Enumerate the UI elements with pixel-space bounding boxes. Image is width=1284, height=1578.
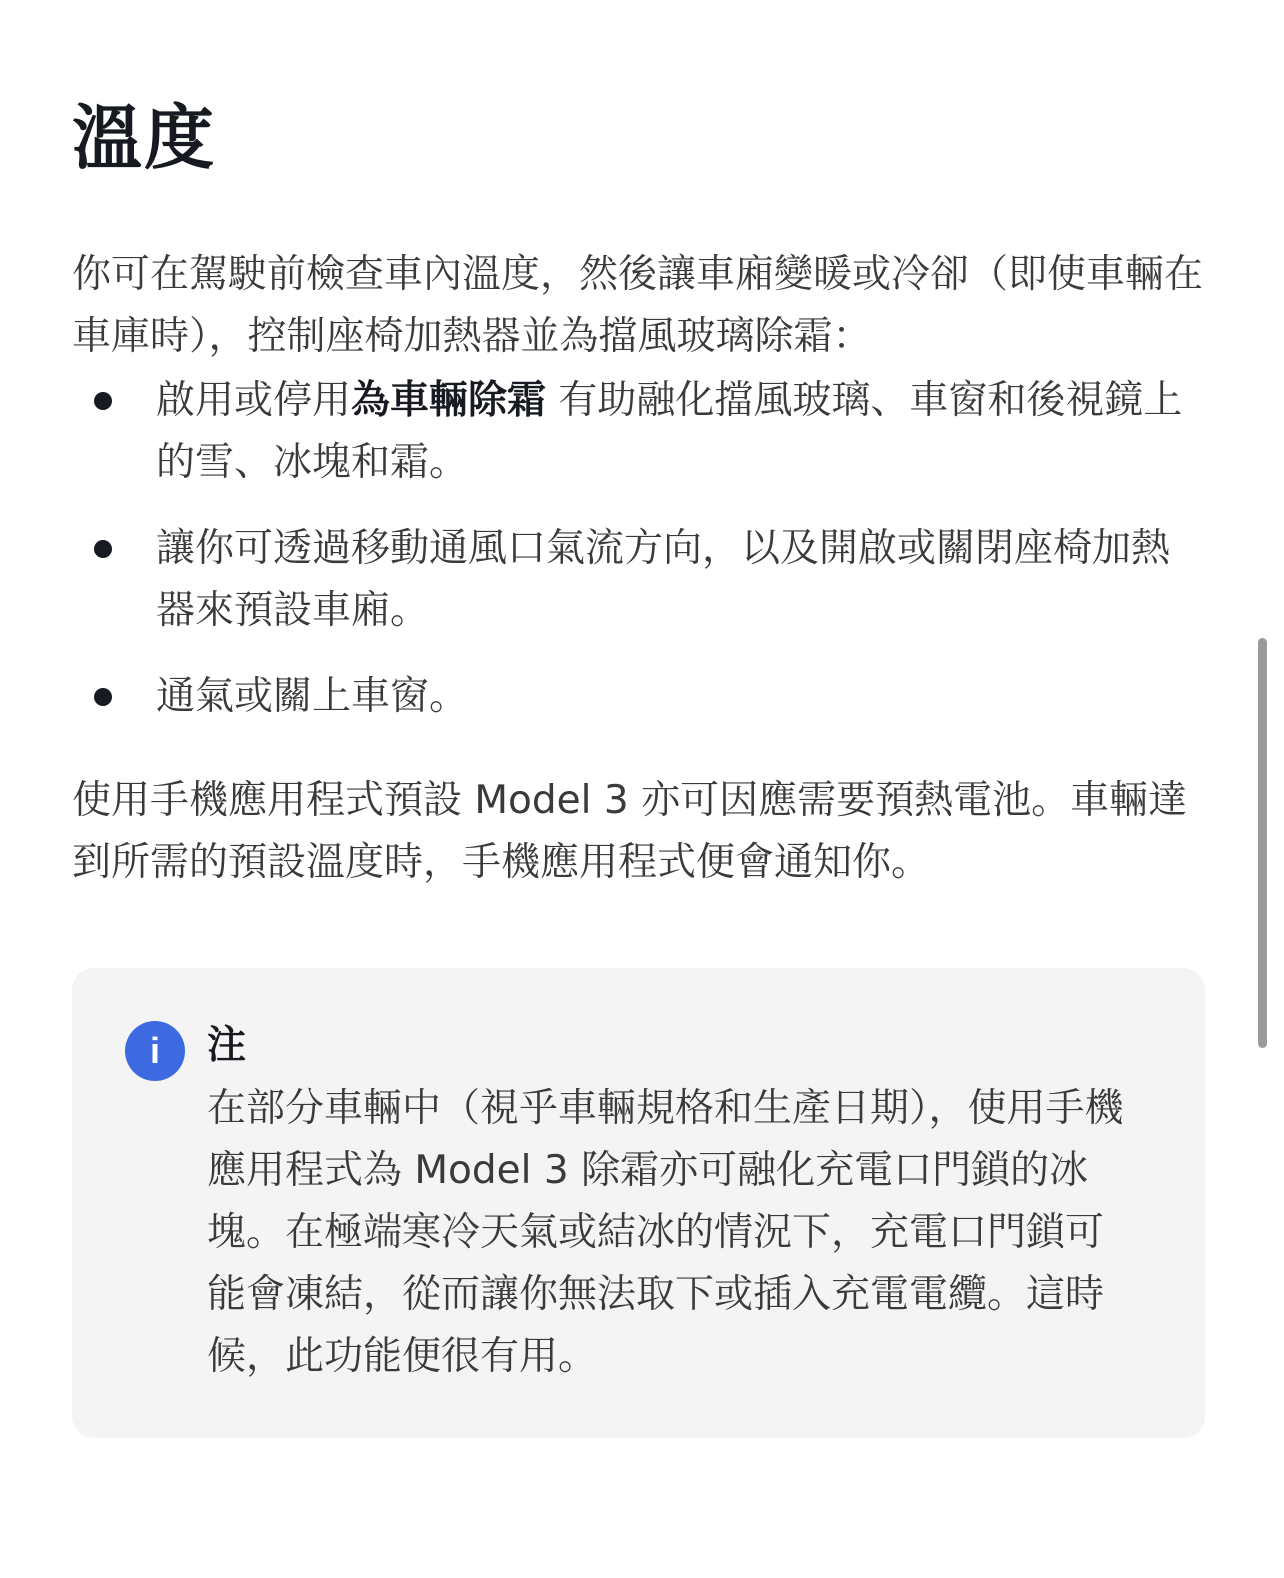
list-item [72, 666, 1207, 728]
note-callout [72, 968, 1205, 1438]
list-item-text: 有助融化擋風玻璃、車窗和後視鏡上的雪、冰塊和霜。 [156, 378, 1183, 485]
list-item [72, 518, 1207, 642]
defrost-feature-name: 為車輛除霜 [351, 378, 547, 423]
bullet-icon [94, 392, 112, 410]
scrollbar-thumb[interactable] [1258, 638, 1267, 1048]
feature-list [72, 370, 1207, 752]
list-item-text: 讓你可透過移動通風口氣流方向，以及開啟或關閉座椅加熱器來預設車廂。 [156, 526, 1171, 633]
note-title: 注 [207, 1023, 247, 1068]
preconditioning-paragraph: 使用手機應用程式預設 Model 3 亦可因應需要預熱電池。車輛達到所需的預設溫度時，手機應用程式便會通知你。 [72, 778, 1188, 885]
intro-paragraph: 你可在駕駛前檢查車內溫度，然後讓車廂變暖或冷卻（即使車輛在車庫時），控制座椅加熱器並為擋風玻璃除霜： [72, 252, 1204, 359]
page-title: 溫度 [72, 97, 216, 179]
bullet-icon [94, 540, 112, 558]
list-item-text: 通氣或關上車窗。 [156, 674, 469, 719]
bullet-icon [94, 688, 112, 706]
list-item-text: 啟用或停用 [156, 378, 352, 423]
info-icon: i [125, 1021, 185, 1081]
note-body: 在部分車輛中（視乎車輛規格和生產日期），使用手機應用程式為 Model 3 除霜亦可融化充電口門鎖的冰塊。在極端寒冷天氣或結冰的情況下，充電口門鎖可能會凍結，從而讓你無法取下或插入充電電纜。這時候，此功能便很有用。 [207, 1086, 1124, 1379]
list-item [72, 370, 1207, 494]
